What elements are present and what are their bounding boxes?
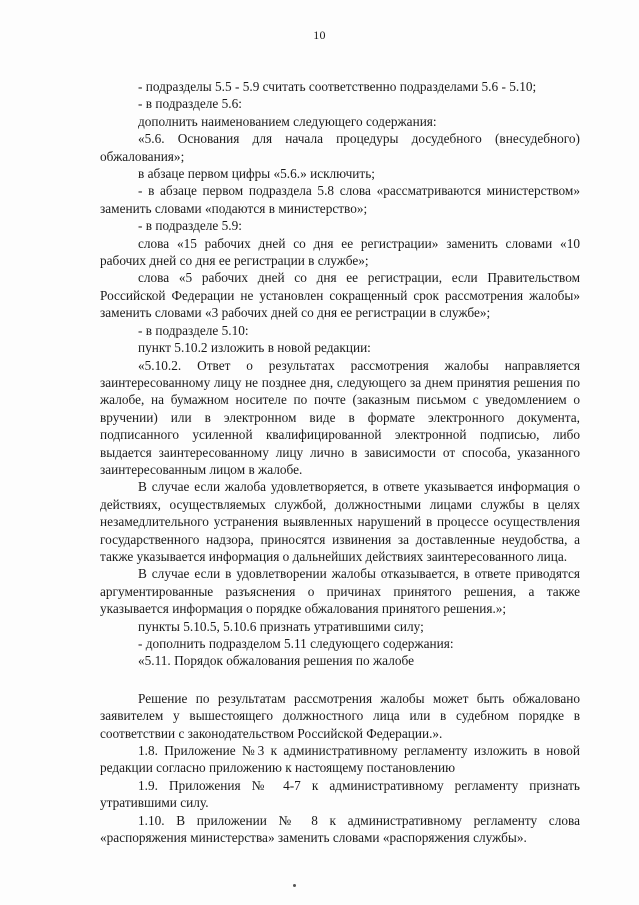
paragraph: 1.8. Приложение №3 к административному регламенту изложить в новой редакции согласно приложению к настоящему постановлению — [100, 743, 580, 776]
paragraph: Решение по результатам рассмотрения жалобы может быть обжаловано заявителем у вышестоящего должностного лица или в судебном порядке в соответствии с законодательством Российской Федерации.». — [100, 690, 580, 741]
paragraph: дополнить наименованием следующего содержания: — [138, 113, 437, 129]
section-heading: «5.11. Порядок обжалования решения по жалобе — [138, 653, 414, 669]
paragraph: В случае если жалоба удовлетворяется, в ответе указывается информация о действиях, осуществляемых службой, должностными лицами службы в целях незамедлительного устранения выявленных нарушений в процессе осуществления государственного надзора, приносятся извинения за доставленные неудобства, а также указывается информация о дальнейших действиях заинтересованного лица. — [100, 479, 580, 564]
paragraph: В случае если в удовлетворении жалобы отказывается, в ответе приводятся аргументированные разъяснения о причинах принятого решения, а также указывается информация о порядке обжалования принятого решения.»; — [100, 566, 580, 617]
paragraph: - дополнить подразделом 5.11 следующего содержания: — [138, 636, 454, 651]
paragraph: пункт 5.10.2 изложить в новой редакции: — [138, 340, 371, 356]
paragraph: слова «15 рабочих дней со дня ее регистрации» заменить словами «10 рабочих дней со дня ее регистрации в службе»; — [100, 235, 580, 269]
paragraph: - в подразделе 5.6: — [138, 96, 242, 112]
paragraph: «5.10.2. Ответ о результатах рассмотрения жалобы направляется заинтересованному лицу не позднее дня, следующего за днем принятия решения по жалобе, на бумажном носителе по почте (заказным письмом с уведомлением о вручении) или в электронном виде в формате электронного документа, подписанного усиленной квалифицированной электронной подписью, либо выдается заинтересованному лицу лично в зависимости от способа, указанного заинтересованным лицом в жалобе. — [100, 357, 580, 477]
paragraph: 1.9. Приложения № 4-7 к административному регламенту признать утратившими силу. — [100, 777, 580, 811]
paragraph: слова «5 рабочих дней со дня ее регистрации, если Правительством Российской Федерации не установлен сокращенный срок рассмотрения жалобы» заменить словами «3 рабочих дней со дня ее регистрации в службе»; — [100, 270, 580, 321]
paragraph: пункты 5.10.5, 5.10.6 признать утратившими силу; — [138, 618, 424, 634]
paragraph: - подразделы 5.5 - 5.9 считать соответственно подразделами 5.6 - 5.10; — [138, 79, 537, 94]
paragraph: - в абзаце первом подраздела 5.8 слова «рассматриваются министерством» заменить словами «подаются в министерство»; — [100, 183, 580, 216]
paragraph: - в подразделе 5.10: — [138, 322, 249, 338]
document-body — [100, 78, 580, 846]
paragraph: 1.10. В приложении № 8 к административному регламенту слова «распоряжения министерства» заменить словами «распоряжения службы». — [100, 812, 580, 846]
scan-speck — [293, 884, 296, 887]
page-number: 10 — [313, 28, 326, 42]
paragraph: в абзаце первом цифры «5.6.» исключить; — [138, 166, 375, 182]
paragraph: «5.6. Основания для начала процедуры досудебного (внесудебного) обжалования»; — [100, 131, 580, 164]
paragraph: - в подразделе 5.9: — [138, 218, 242, 234]
